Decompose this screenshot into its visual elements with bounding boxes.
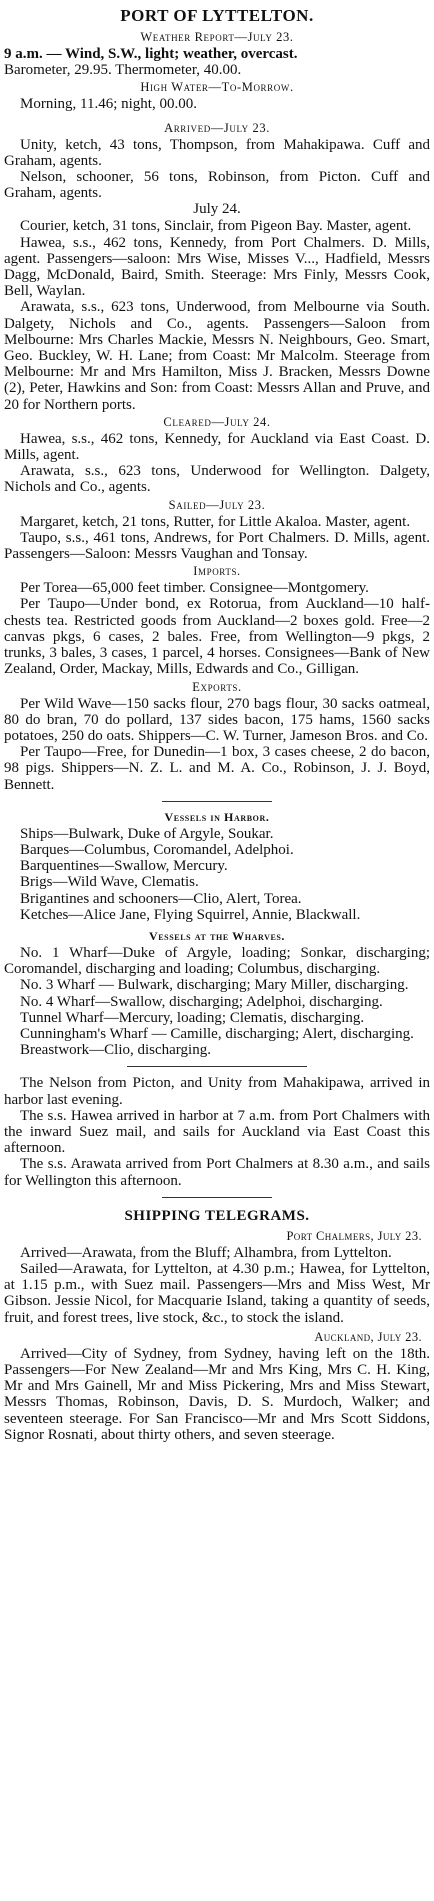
wharf-entry: Breastwork—Clio, discharging. — [20, 1042, 211, 1059]
wharf-entry: No. 3 Wharf — Bulwark, discharging; Mary Miller, discharging. — [20, 977, 409, 994]
wharf-entry: Cunningham's Wharf — Camille, discharging; Alert, discharging. — [20, 1025, 414, 1042]
telegram-entry: Arrived—Arawata, from the Bluff; Alhambra, from Lyttelton. — [20, 1244, 392, 1261]
weather-line: Barometer, 29.95. Thermometer, 40.00. — [4, 62, 242, 79]
exports-heading: Exports. — [192, 679, 242, 694]
sailed-heading: Sailed—July 23. — [168, 497, 266, 512]
harbor-entry: Ketches—Alice Jane, Flying Squirrel, Annie, Blackwall. — [20, 906, 361, 923]
divider — [162, 1197, 272, 1198]
harbor-entry: Ships—Bulwark, Duke of Argyle, Soukar. — [20, 825, 274, 842]
harbor-entry: Brigs—Wild Wave, Clematis. — [20, 874, 199, 891]
arrival-entry: Unity, ketch, 43 tons, Thompson, from Mahakipawa. Cuff and Graham, agents. — [4, 136, 430, 169]
section-title: PORT OF LYTTELTON. — [120, 6, 314, 25]
high-water-line: Morning, 11.46; night, 00.00. — [20, 96, 197, 113]
cleared-entry: Arawata, s.s., 623 tons, Underwood for Wellington. Dalgety, Nichols and Co., agents. — [4, 463, 430, 496]
weather-heading: Weather Report—July 23. — [140, 30, 294, 44]
port-chalmers-heading: Port Chalmers, July 23. — [286, 1228, 422, 1243]
wharf-entry: No. 1 Wharf—Duke of Argyle, loading; Sonkar, discharging; Coromandel, discharging and loading; Columbus, discharging. — [4, 944, 430, 978]
telegram-entry: Sailed—Arawata, for Lyttelton, at 4.30 p.m.; Hawea, for Lyttelton, at 1.15 p.m., with Suez mail. Passengers—Mrs and Miss West, Mr Gibson. Jessie Nicol, for Macquarie Island, taking a quantity of seeds, fruit, and forest trees, live stock, &c., to stock the island. — [4, 1260, 430, 1326]
telegrams-title: SHIPPING TELEGRAMS. — [124, 1207, 310, 1224]
sailed-entry: Margaret, ketch, 21 tons, Rutter, for Little Akaloa. Master, agent. — [20, 513, 411, 530]
telegram-entry: Arrived—City of Sydney, from Sydney, having left on the 18th. Passengers—For New Zealand—Mr and Mrs King, Mrs C. H. King, Mr and Mrs Gainell, Mr and Miss Pickering, Mrs and Miss Stewart, Messrs Thomas, Robinson, Davis, D. S. Murdoch, Walker; and seventeen steerage. For San Francisco—Mr and Mrs Scott Siddons, Signor Rosnati, about thirty others, and seven steerage. — [4, 1345, 430, 1443]
import-entry: Per Torea—65,000 feet timber. Consignee—Montgomery. — [20, 580, 369, 597]
export-entry: Per Taupo—Free, for Dunedin—1 box, 3 cases cheese, 2 do bacon, 98 pigs. Shippers—N. Z. L. and M. A. Co., Robinson, J. J. Boyd, Bennett. — [4, 744, 430, 793]
harbor-entry: Barquentines—Swallow, Mercury. — [20, 858, 228, 875]
import-entry: Per Taupo—Under bond, ex Rotorua, from Auckland—10 half-chests tea. Restricted goods from Auckland—2 boxes gold. Free—2 canvas pkgs, 6 cases, 2 bales. Free, from Wellington—9 pkgs, 2 trunks, 3 bales, 3 cases, 1 parcel, 4 horses. Consignees—Bank of New Zealand, Order, Mackay, Mills, Edwards and Co., Gilligan. — [4, 596, 430, 678]
arrived-date: July 24. — [193, 201, 241, 218]
vessels-harbor-heading: Vessels in Harbor. — [164, 809, 270, 824]
harbor-entry: Brigantines and schooners—Clio, Alert, Torea. — [20, 890, 302, 907]
vessels-wharves-heading: Vessels at the Wharves. — [148, 928, 286, 943]
harbor-entry: Barques—Columbus, Coromandel, Adelphoi. — [20, 841, 294, 858]
cleared-entry: Hawea, s.s., 462 tons, Kennedy, for Auckland via East Coast. D. Mills, agent. — [4, 430, 430, 464]
arrival-entry: Nelson, schooner, 56 tons, Robinson, from Picton. Cuff and Graham, agents. — [4, 169, 430, 202]
news-paragraph: The s.s. Arawata arrived from Port Chalmers at 8.30 a.m., and sails for Wellington this afternoon. — [4, 1156, 430, 1189]
arrival-entry: Courier, ketch, 31 tons, Sinclair, from Pigeon Bay. Master, agent. — [20, 218, 412, 235]
sailed-entry: Taupo, s.s., 461 tons, Andrews, for Port Chalmers. D. Mills, agent. Passengers—Saloon: Messrs Vaughan and Tonsay. — [4, 529, 430, 563]
auckland-heading: Auckland, July 23. — [314, 1329, 422, 1344]
weather-line: 9 a.m. — Wind, S.W., light; weather, overcast. — [4, 46, 298, 62]
high-water-heading: High Water—To-Morrow. — [140, 80, 294, 95]
wharf-entry: Tunnel Wharf—Mercury, loading; Clematis, discharging. — [20, 1009, 365, 1026]
arrival-entry: Arawata, s.s., 623 tons, Underwood, from Melbourne via South. Dalgety, Nichols and Co., agents. Passengers—Saloon from Melbourne: Mrs Charles Mackie, Messrs N. Neighbours, Geo. Smart, Geo. Buckley, W. H. Lane; from Coast: Mr Malcolm. Steerage from Melbourne: Mr and Mrs Hamilton, Miss J. Bracken, Messrs Downe (2), Peter, Hawkins and Son: from Coast: Messrs Allan and Pruve, and 20 for Northern ports. — [4, 299, 430, 413]
arrived-heading: Arrived—July 23. — [164, 120, 270, 135]
news-paragraph: The s.s. Hawea arrived in harbor at 7 a.m. from Port Chalmers with the inward Suez mail, and sails for Auckland via East Coast this afternoon. — [4, 1107, 430, 1157]
divider — [162, 801, 272, 802]
news-paragraph: The Nelson from Picton, and Unity from Mahakipawa, arrived in harbor last evening. — [4, 1075, 430, 1108]
newspaper-column — [4, 0, 430, 1443]
cleared-heading: Cleared—July 24. — [163, 414, 271, 429]
imports-heading: Imports. — [193, 564, 241, 579]
arrival-entry: Hawea, s.s., 462 tons, Kennedy, from Port Chalmers. D. Mills, agent. Passengers—saloon: Mrs Wise, Misses V..., Hadfield, Messrs Dagg, McDonald, Baird, Smith. Steerage: Mrs Finly, Messrs Cook, Bell, Waylan. — [4, 234, 430, 300]
divider — [127, 1066, 307, 1067]
wharf-entry: No. 4 Wharf—Swallow, discharging; Adelphoi, discharging. — [20, 993, 383, 1010]
export-entry: Per Wild Wave—150 sacks flour, 270 bags flour, 30 sacks oatmeal, 80 do bran, 70 do pollard, 137 sides bacon, 175 hams, 1560 sacks potatoes, 250 do oats. Shippers—C. W. Turner, Jameson Bros. and Co. — [4, 695, 430, 744]
